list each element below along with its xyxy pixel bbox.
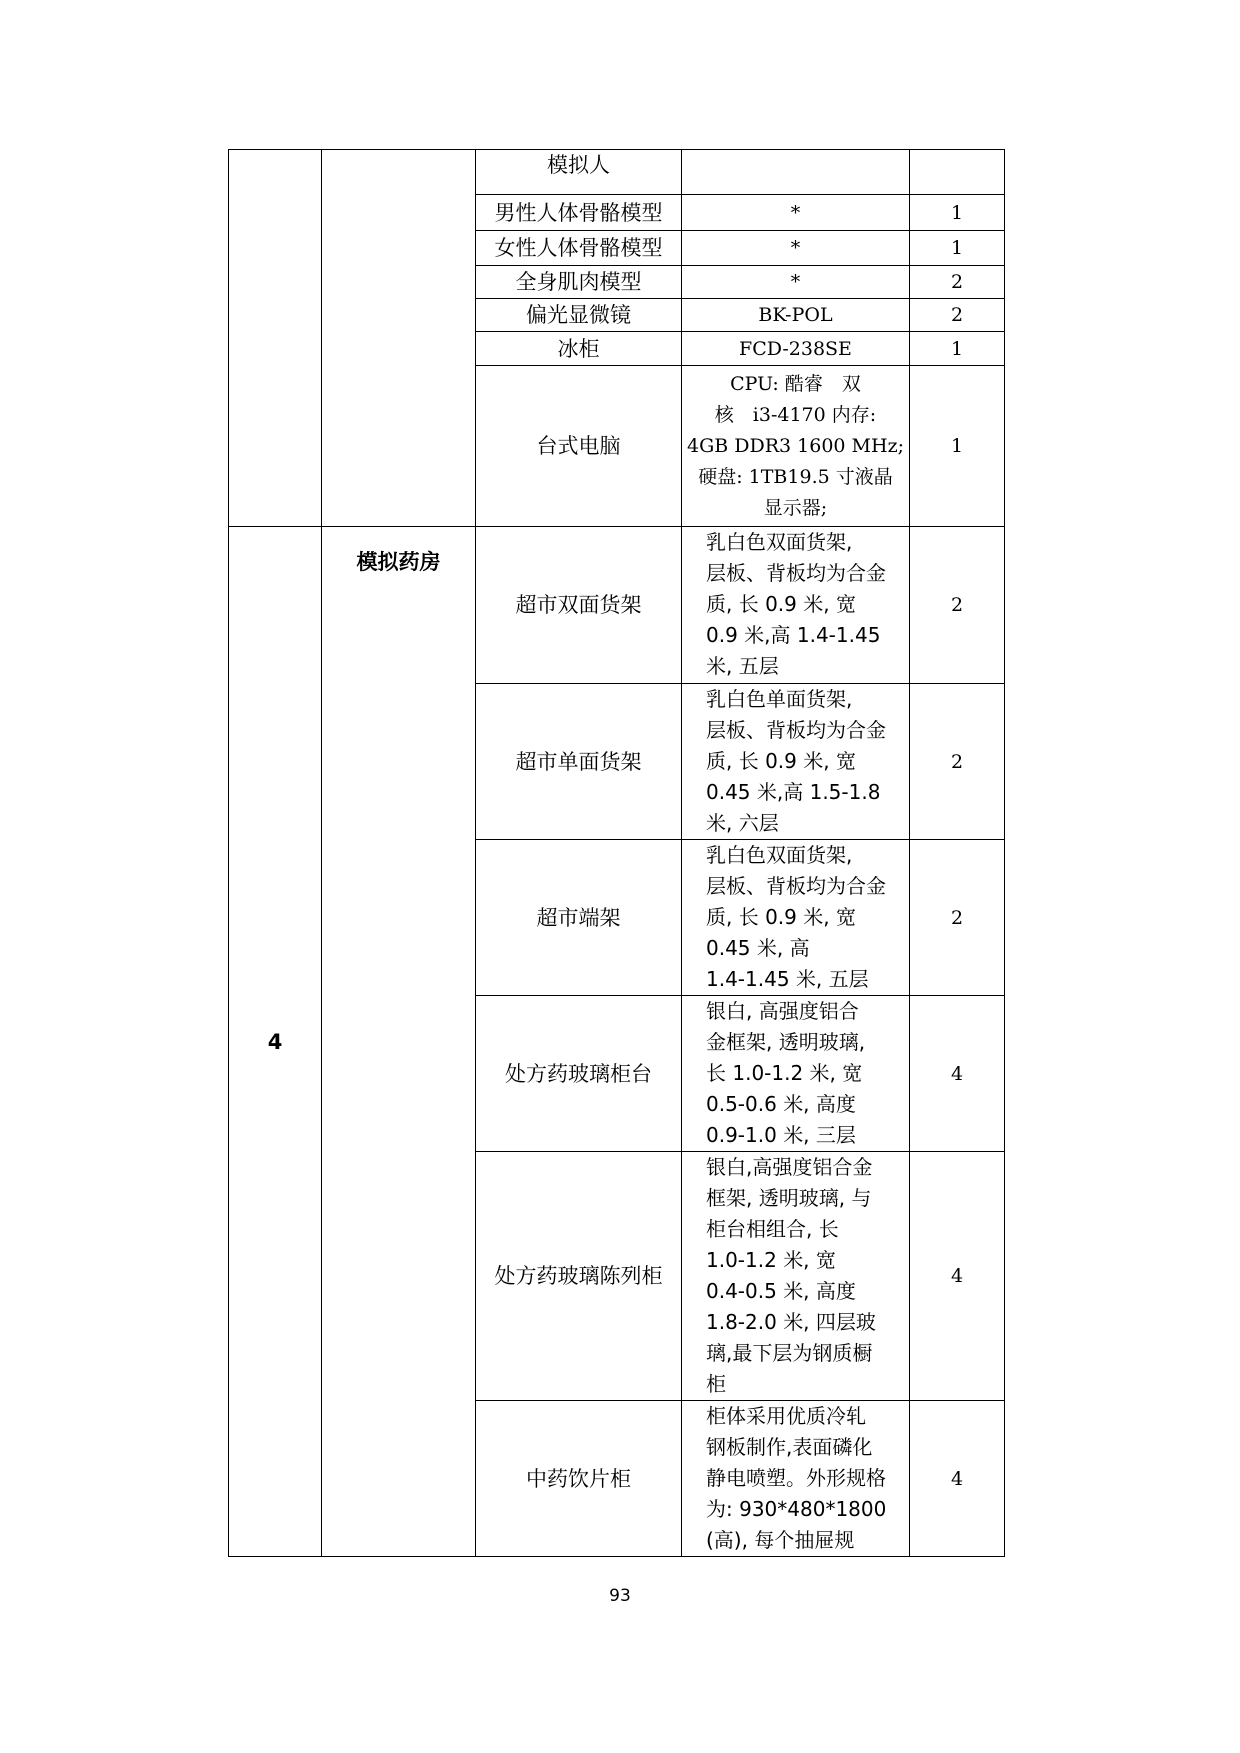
spec-line: 0.4-0.5 米, 高度 [706,1279,856,1303]
spec-line: 银白,高强度铝合金 [706,1155,873,1179]
item-name: 超市端架 [536,905,621,930]
item-qty: 4 [950,1062,964,1085]
item-name: 冰柜 [557,336,600,361]
item-qty: 2 [950,271,964,293]
item-spec [682,527,909,683]
table-border-right [1004,149,1005,1557]
spec-line: 柜体采用优质冷轧 [706,1404,866,1428]
item-name: 女性人体骨骼模型 [494,236,663,260]
item-spec [682,1401,909,1556]
spec-line: 层板、背板均为合金 [706,561,886,585]
item-spec [682,840,909,995]
spec-line: CPU: 酷睿 双 [730,372,861,395]
spec-line: 米, 五层 [706,654,779,678]
section-number: 4 [267,1029,283,1054]
spec-line: 柜台相组合, 长 [706,1217,839,1241]
spec-line: 1.0-1.2 米, 宽 [706,1248,836,1272]
item-qty: 1 [950,237,964,259]
section-category: 模拟药房 [356,550,441,574]
item-qty: 1 [950,337,964,360]
spec-line: 显示器; [763,496,828,519]
spec-line: 乳白色双面货架, [706,843,853,867]
item-qty: 4 [950,1467,964,1490]
spec-line: 为: 930*480*1800 [706,1497,887,1521]
spec-line: 质, 长 0.9 米, 宽 [706,592,856,616]
item-name: 超市双面货架 [515,593,642,617]
spec-line: 1.8-2.0 米, 四层玻 [706,1310,876,1334]
table-border-bottom [228,1556,1005,1557]
spec-line: 0.5-0.6 米, 高度 [706,1092,856,1116]
spec-line: 0.45 米,高 1.5-1.8 [706,780,881,804]
spec-line: 0.45 米, 高 [706,936,810,960]
spec-line: 乳白色双面货架, [706,530,853,554]
item-qty: 2 [950,594,964,616]
item-name: 台式电脑 [536,434,621,458]
item-name: 全身肌肉模型 [515,270,642,294]
spec-line: 米, 六层 [706,811,779,835]
item-qty: 1 [950,201,964,224]
spec-line: 钢板制作,表面磷化 [706,1435,873,1459]
spec-line: 层板、背板均为合金 [706,874,886,898]
spec-line: 1.4-1.45 米, 五层 [706,967,869,991]
item-spec [682,684,909,839]
item-qty: 2 [950,304,964,326]
spec-line: 4GB DDR3 1600 MHz; [687,434,904,457]
item-qty: 4 [950,1265,964,1287]
item-spec: * [790,237,801,259]
item-spec [682,996,909,1151]
spec-line: 框架, 透明玻璃, 与 [706,1186,872,1210]
item-spec: BK-POL [758,304,833,326]
item-spec [682,1152,909,1400]
spec-line: (高), 每个抽屉规 [706,1528,855,1552]
item-name: 模拟人 [547,153,610,177]
item-spec: FCD-238SE [739,337,852,360]
spec-line: 质, 长 0.9 米, 宽 [706,749,856,773]
item-name: 男性人体骨骼模型 [494,200,663,225]
item-qty: 2 [950,750,964,773]
item-name: 超市单面货架 [515,749,642,774]
spec-line: 硬盘: 1TB19.5 寸液晶 [698,465,893,488]
item-spec [682,366,909,526]
item-name: 中药饮片柜 [526,1466,631,1491]
spec-line: 核 i3-4170 内存: [714,403,877,426]
page-number: 93 [609,1586,631,1606]
spec-line: 柜 [706,1372,726,1396]
item-name: 处方药玻璃陈列柜 [494,1264,663,1288]
item-spec: * [790,201,801,224]
spec-line: 0.9 米,高 1.4-1.45 [706,623,881,647]
spec-line: 0.9-1.0 米, 三层 [706,1123,856,1147]
spec-line: 静电喷塑。外形规格 [706,1466,886,1490]
item-qty: 1 [950,435,964,457]
spec-line: 金框架, 透明玻璃, [706,1030,866,1054]
spec-line: 银白, 高强度铝合 [706,999,859,1023]
spec-line: 长 1.0-1.2 米, 宽 [706,1061,863,1085]
spec-line: 质, 长 0.9 米, 宽 [706,905,856,929]
item-name: 偏光显微镜 [526,303,631,327]
spec-line: 璃,最下层为钢质橱 [706,1341,873,1365]
spec-line: 层板、背板均为合金 [706,718,886,742]
spec-line: 乳白色单面货架, [706,687,853,711]
item-qty: 2 [950,906,964,929]
item-name: 处方药玻璃柜台 [505,1061,652,1086]
item-spec: * [790,271,801,293]
